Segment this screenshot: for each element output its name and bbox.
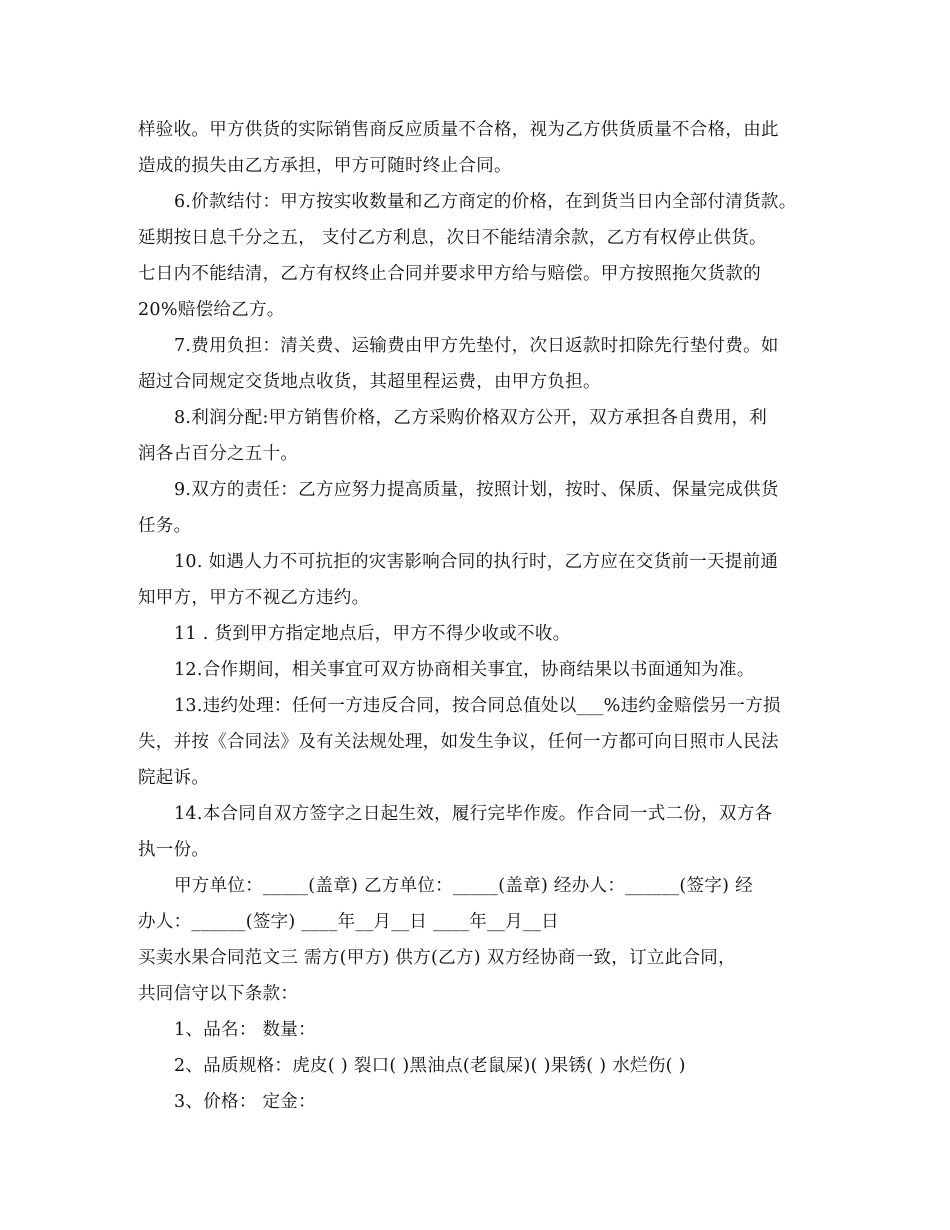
clause-10: 10. 如遇人力不可抗拒的灾害影响合同的执行时，乙方应在交货前一天提前通 <box>174 552 779 572</box>
item-1: 1、品名： 数量： <box>174 1020 316 1040</box>
clause-12: 12.合作期间，相关事宜可双方协商相关事宜，协商结果以书面通知为准。 <box>174 660 755 680</box>
text-line: 执一份。 <box>138 840 210 860</box>
text-line: 润各占百分之五十。 <box>138 444 299 464</box>
clause-8: 8.利润分配:甲方销售价格，乙方采购价格双方公开，双方承担各自费用，利 <box>174 408 768 428</box>
clause-9: 9.双方的责任：乙方应努力提高质量，按照计划，按时、保质、保量完成供货 <box>174 480 779 500</box>
item-2: 2、品质规格：虎皮( ) 裂口( )黑油点(老鼠屎)( )果锈( ) 水烂伤( ) <box>174 1056 686 1076</box>
text-line: 超过合同规定交货地点收货，其超里程运费，由甲方负担。 <box>138 372 601 392</box>
clause-14: 14.本合同自双方签字之日起生效，履行完毕作废。作合同一式二份，双方各 <box>174 804 773 824</box>
clause-7: 7.费用负担：清关费、运输费由甲方先垫付，次日返款时扣除先行垫付费。如 <box>174 336 779 356</box>
text-line: 造成的损失由乙方承担，甲方可随时终止合同。 <box>138 156 512 176</box>
text-line: 样验收。甲方供货的实际销售商反应质量不合格，视为乙方供货质量不合格，由此 <box>138 120 779 140</box>
item-3: 3、价格： 定金： <box>174 1092 316 1112</box>
text-line: 任务。 <box>138 516 192 536</box>
clause-6: 6.价款结付：甲方按实收数量和乙方商定的价格，在到货当日内全部付清货款。 <box>174 192 797 212</box>
contract-three-heading: 买卖水果合同范文三 需方(甲方) 供方(乙方) 双方经协商一致，订立此合同， <box>138 948 736 968</box>
text-line: 20%赔偿给乙方。 <box>138 300 285 320</box>
text-line: 失，并按《合同法》及有关法规处理，如发生争议，任何一方都可向日照市人民法 <box>138 732 779 752</box>
text-line: 延期按日息千分之五， 支付乙方利息，次日不能结清余款，乙方有权停止供货。 <box>138 228 767 248</box>
text-line: 七日内不能结清，乙方有权终止合同并要求甲方给与赔偿。甲方按照拖欠货款的 <box>138 264 761 284</box>
text-line: 共同信守以下条款： <box>138 984 299 1004</box>
text-line: 知甲方，甲方不视乙方违约。 <box>138 588 370 608</box>
clause-13: 13.违约处理：任何一方违反合同，按合同总值处以___%违约金赔偿另一方损 <box>174 696 781 716</box>
clause-11: 11 . 货到甲方指定地点后，甲方不得少收或不收。 <box>174 624 571 644</box>
signature-date-line: 办人：______(签字) ____年__月__日 ____年__月__日 <box>138 912 559 932</box>
text-line: 院起诉。 <box>138 768 210 788</box>
signature-line: 甲方单位：_____(盖章) 乙方单位：_____(盖章) 经办人：______(签字) 经 <box>174 876 753 896</box>
